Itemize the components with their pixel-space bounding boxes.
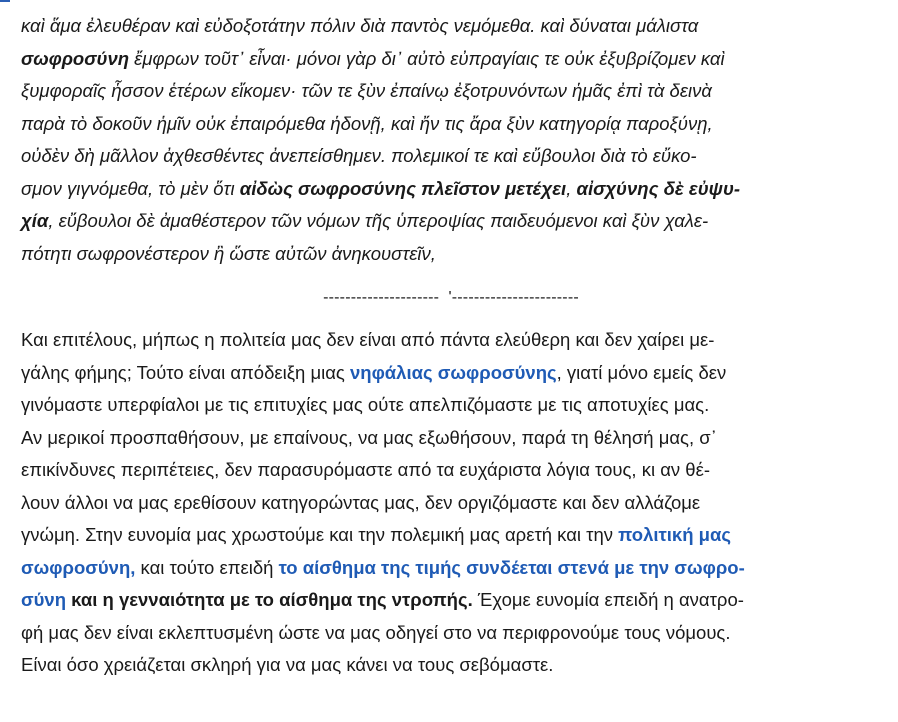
text-line bbox=[21, 617, 881, 650]
text-line bbox=[21, 519, 881, 552]
text-line bbox=[21, 173, 881, 206]
section-separator: --------------------- '----------------------- bbox=[323, 289, 579, 306]
text-line bbox=[21, 108, 881, 141]
text-line bbox=[21, 357, 881, 390]
text-span: παρὰ τὸ δοκοῦν ἡμῖν οὐκ ἐπαιρόμεθα ἡδονῇ, καὶ ἤν τις ἄρα ξὺν κατηγορίᾳ παροξύνῃ, bbox=[21, 112, 713, 134]
text-line bbox=[21, 552, 881, 585]
highlight-blue-bold: το αίσθημα της τιμής συνδέεται στενά με την σωφρο- bbox=[278, 556, 745, 578]
text-line bbox=[21, 43, 881, 76]
highlight-blue-bold: σωφροσύνη, bbox=[21, 556, 136, 578]
text-span: ξυμφοραῖς ἧσσον ἑτέρων εἴκομεν· τῶν τε ξὺν ἐπαίνῳ ἐξοτρυνόντων ἡμᾶς ἐπὶ τὰ δεινὰ bbox=[21, 80, 712, 101]
text-span: Είναι όσο χρειάζεται σκληρή για να μας κάνει να τους σεβόμαστε. bbox=[21, 654, 554, 675]
highlight-blue-bold: σύνη bbox=[21, 589, 67, 610]
text-span: Έχομε ευνομία επειδή η ανατρο- bbox=[472, 589, 744, 610]
text-span: Αν μερικοί προσπαθήσουν, με επαίνους, να μας εξωθήσουν, παρά τη θέλησή μας, σ᾽ bbox=[21, 426, 717, 448]
emphasis-bold: σωφροσύνη bbox=[21, 47, 130, 69]
text-span: γάλης φήμης; Τούτο είναι απόδειξη μιας bbox=[21, 361, 350, 383]
text-line bbox=[21, 584, 881, 617]
text-span: ἔμφρων τοῦτ᾽ εἶναι· μόνοι γὰρ δι᾽ αὐτὸ εὐπραγίαις τε οὐκ ἐξυβρίζομεν καὶ bbox=[129, 47, 725, 69]
text-span: πότητι σωφρονέστερον ἢ ὥστε αὐτῶν ἀνηκουστεῖν, bbox=[21, 242, 436, 264]
text-span: σμον γιγνόμεθα, τὸ μὲν ὅτι bbox=[21, 177, 240, 199]
emphasis-bold: αἰδὼς σωφροσύνης πλεῖστον μετέχει bbox=[239, 177, 567, 199]
highlight-blue-bold: πολιτική μας bbox=[618, 524, 731, 545]
text-line bbox=[21, 140, 881, 173]
text-span: Και επιτέλους, μήπως η πολιτεία μας δεν είναι από πάντα ελεύθερη και δεν χαίρει με- bbox=[21, 329, 715, 350]
text-line bbox=[21, 487, 881, 520]
text-span: επικίνδυνες περιπέτειες, δεν παρασυρόμαστε από τα ευχάριστα λόγια τους, κι αν θέ- bbox=[21, 459, 710, 480]
emphasis-bold: αἰσχύνης δὲ εὐψυ- bbox=[576, 177, 741, 199]
ancient-greek-passage bbox=[21, 10, 881, 270]
text-span: λουν άλλοι να μας ερεθίσουν κατηγορώντας μας, δεν οργιζόμαστε και δεν αλλάζομε bbox=[21, 491, 701, 513]
emphasis-bold: χία bbox=[21, 210, 49, 231]
text-span: γνώμη. Στην ευνομία μας χρωστούμε και την πολεμική μας αρετή και την bbox=[21, 524, 619, 545]
text-line bbox=[21, 454, 881, 487]
modern-greek-translation bbox=[21, 324, 881, 682]
top-accent-line bbox=[0, 0, 10, 2]
text-line bbox=[21, 10, 881, 43]
text-span: φή μας δεν είναι εκλεπτυσμένη ώστε να μας οδηγεί στο να περιφρονούμε τους νόμους. bbox=[21, 621, 731, 643]
document-page bbox=[21, 10, 881, 682]
text-line bbox=[21, 389, 881, 422]
text-line bbox=[21, 75, 881, 108]
text-line bbox=[21, 205, 881, 238]
text-span: , εὔβουλοι δὲ ἀμαθέστερον τῶν νόμων τῆς ὑπεροψίας παιδευόμενοι καὶ ξὺν χαλε- bbox=[48, 210, 709, 231]
text-span: γινόμαστε υπερφίαλοι με τις επιτυχίες μας ούτε απελπιζόμαστε με τις αποτυχίες μας. bbox=[21, 394, 710, 415]
text-span: οὐδὲν δὴ μᾶλλον ἀχθεσθέντες ἀνεπείσθημεν. πολεμικοί τε καὶ εὔβουλοι διὰ τὸ εὔκο- bbox=[21, 145, 697, 166]
highlight-blue-bold: νηφάλιας σωφροσύνης bbox=[349, 361, 557, 383]
text-line bbox=[21, 324, 881, 357]
text-line bbox=[21, 238, 881, 271]
text-line bbox=[21, 422, 881, 455]
text-span: , bbox=[566, 177, 577, 199]
emphasis-bold: και η γενναιότητα με το αίσθημα της ντροπής. bbox=[66, 589, 473, 610]
text-line bbox=[21, 649, 881, 682]
text-span: και τούτο επειδή bbox=[135, 556, 279, 578]
text-span: καὶ ἅμα ἐλευθέραν καὶ εὐδοξοτάτην πόλιν διὰ παντὸς νεμόμεθα. καὶ δύναται μάλιστα bbox=[21, 15, 699, 36]
text-span: , γιατί μόνο εμείς δεν bbox=[556, 361, 727, 383]
